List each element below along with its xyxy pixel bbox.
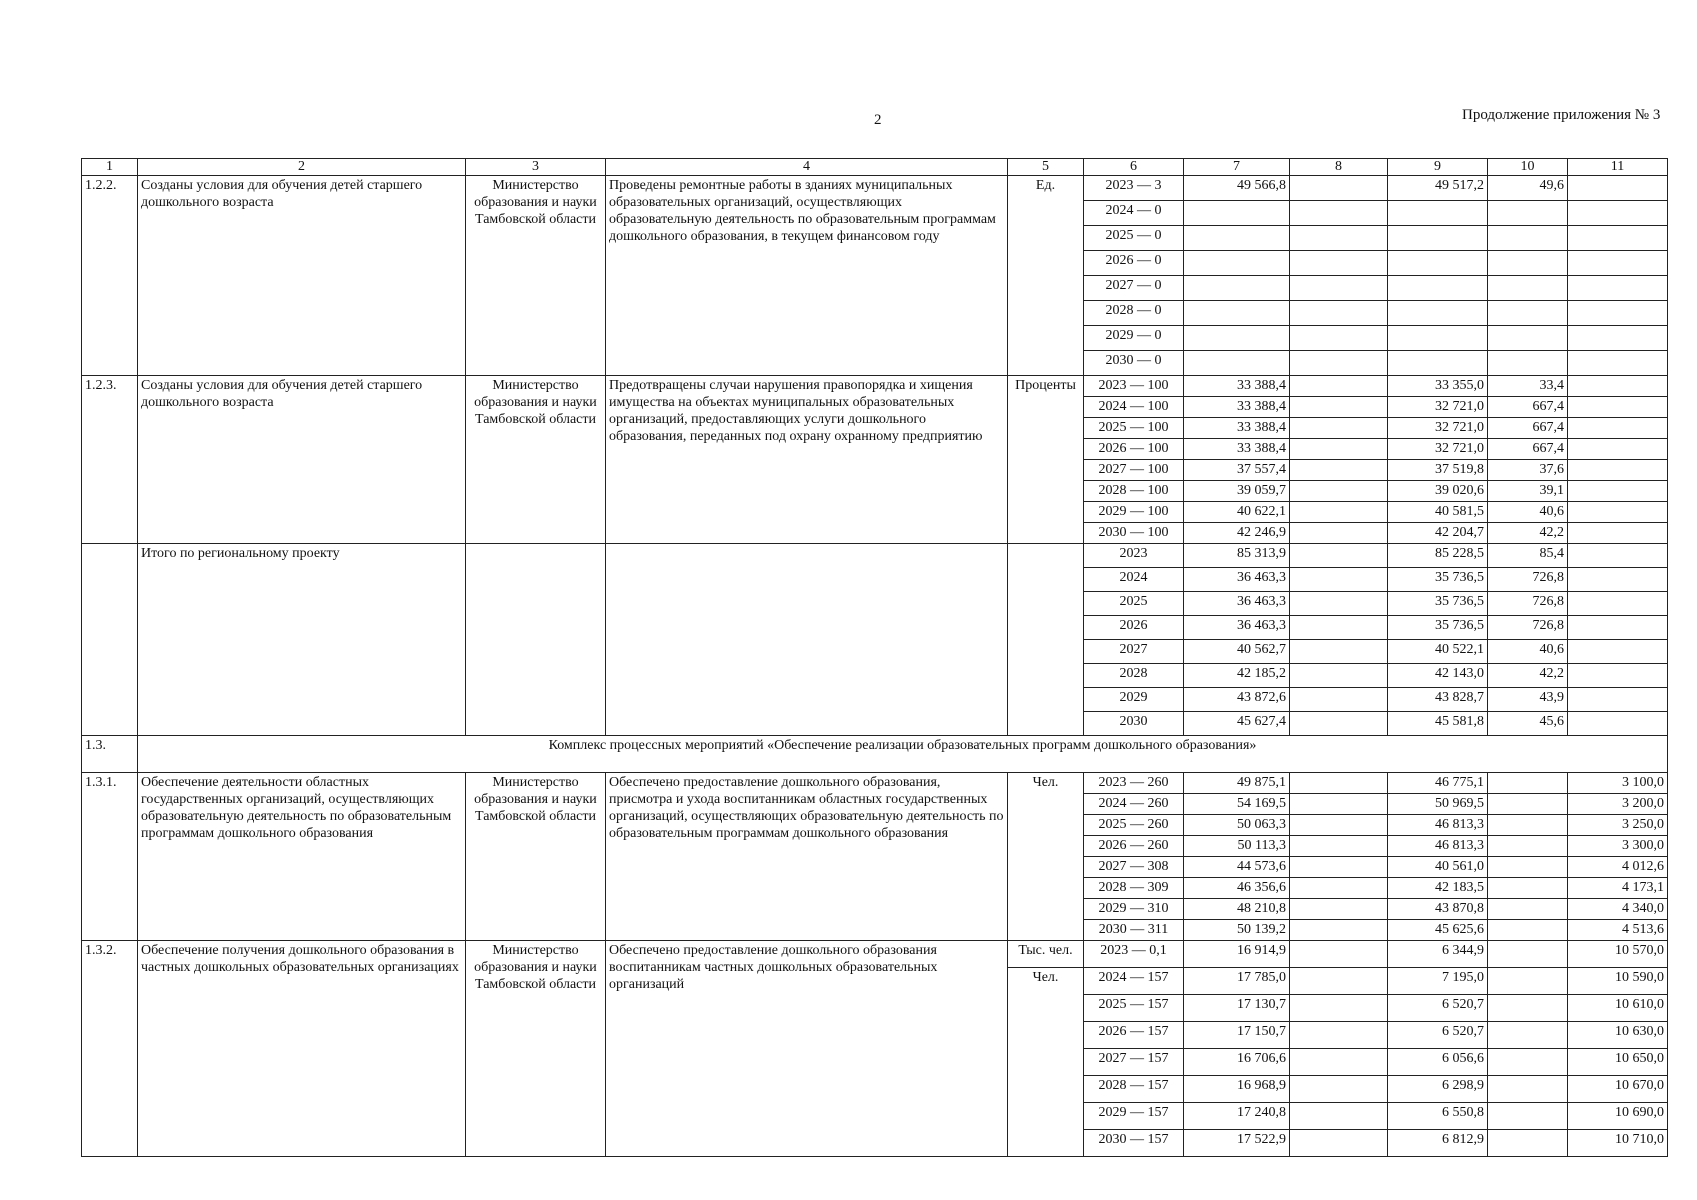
federal-funding-cell xyxy=(1290,276,1388,301)
table-row xyxy=(82,176,1668,201)
other-funding-cell: 10 610,0 xyxy=(1568,995,1668,1022)
regional-funding-cell: 7 195,0 xyxy=(1388,968,1488,995)
total-funding-cell: 49 875,1 xyxy=(1184,773,1290,794)
total-funding-cell: 49 566,8 xyxy=(1184,176,1290,201)
year-target-cell: 2028 xyxy=(1084,664,1184,688)
federal-funding-cell xyxy=(1290,502,1388,523)
other-funding-cell: 10 710,0 xyxy=(1568,1130,1668,1157)
total-funding-cell: 85 313,9 xyxy=(1184,544,1290,568)
column-header: 4 xyxy=(606,159,1008,176)
unit-of-measure: Чел. xyxy=(1008,773,1084,941)
result-description: Обеспечено предоставление дошкольного образования, присмотра и ухода воспитанникам областных государственных организаций, осуществляющих образовательную деятельность по образовательным программам дошкольного образования xyxy=(606,773,1008,941)
column-header: 5 xyxy=(1008,159,1084,176)
total-funding-cell: 16 706,6 xyxy=(1184,1049,1290,1076)
other-funding-cell xyxy=(1568,544,1668,568)
federal-funding-cell xyxy=(1290,857,1388,878)
year-target-cell: 2027 — 0 xyxy=(1084,276,1184,301)
other-funding-cell: 10 650,0 xyxy=(1568,1049,1668,1076)
block-regional-total xyxy=(82,544,1668,736)
local-funding-cell xyxy=(1488,276,1568,301)
federal-funding-cell xyxy=(1290,1103,1388,1130)
column-header: 8 xyxy=(1290,159,1388,176)
other-funding-cell: 3 100,0 xyxy=(1568,773,1668,794)
other-funding-cell xyxy=(1568,523,1668,544)
other-funding-cell xyxy=(1568,439,1668,460)
total-funding-cell: 16 968,9 xyxy=(1184,1076,1290,1103)
local-funding-cell xyxy=(1488,1130,1568,1157)
other-funding-cell: 10 690,0 xyxy=(1568,1103,1668,1130)
section-title: Комплекс процессных мероприятий «Обеспечение реализации образовательных программ дошкольного образования» xyxy=(138,736,1668,773)
year-target-cell: 2023 — 3 xyxy=(1084,176,1184,201)
regional-funding-cell: 32 721,0 xyxy=(1388,439,1488,460)
regional-funding-cell: 85 228,5 xyxy=(1388,544,1488,568)
column-header: 2 xyxy=(138,159,466,176)
federal-funding-cell xyxy=(1290,301,1388,326)
local-funding-cell: 726,8 xyxy=(1488,568,1568,592)
total-funding-cell: 50 113,3 xyxy=(1184,836,1290,857)
federal-funding-cell xyxy=(1290,899,1388,920)
section-row-1-3 xyxy=(82,736,1668,773)
regional-funding-cell: 6 344,9 xyxy=(1388,941,1488,968)
local-funding-cell xyxy=(1488,351,1568,376)
year-target-cell: 2023 — 100 xyxy=(1084,376,1184,397)
local-funding-cell: 39,1 xyxy=(1488,481,1568,502)
other-funding-cell: 10 570,0 xyxy=(1568,941,1668,968)
federal-funding-cell xyxy=(1290,523,1388,544)
federal-funding-cell xyxy=(1290,968,1388,995)
local-funding-cell: 85,4 xyxy=(1488,544,1568,568)
federal-funding-cell xyxy=(1290,326,1388,351)
regional-funding-cell xyxy=(1388,251,1488,276)
local-funding-cell xyxy=(1488,1049,1568,1076)
year-target-cell: 2029 — 100 xyxy=(1084,502,1184,523)
total-funding-cell: 42 185,2 xyxy=(1184,664,1290,688)
regional-funding-cell: 33 355,0 xyxy=(1388,376,1488,397)
item-name: Итого по региональному проекту xyxy=(138,544,466,736)
regional-funding-cell: 32 721,0 xyxy=(1388,418,1488,439)
federal-funding-cell xyxy=(1290,1049,1388,1076)
other-funding-cell: 3 250,0 xyxy=(1568,815,1668,836)
regional-funding-cell: 40 522,1 xyxy=(1388,640,1488,664)
item-name: Обеспечение деятельности областных государственных организаций, осуществляющих образовательную деятельность по образовательным программам дошкольного образования xyxy=(138,773,466,941)
regional-funding-cell: 45 625,6 xyxy=(1388,920,1488,941)
year-target-cell: 2025 — 157 xyxy=(1084,995,1184,1022)
total-funding-cell xyxy=(1184,201,1290,226)
year-target-cell: 2026 — 100 xyxy=(1084,439,1184,460)
block-1-3-1 xyxy=(82,773,1668,941)
column-header: 6 xyxy=(1084,159,1184,176)
federal-funding-cell xyxy=(1290,568,1388,592)
page-number: 2 xyxy=(874,112,882,128)
year-target-cell: 2024 xyxy=(1084,568,1184,592)
item-code xyxy=(82,544,138,736)
regional-funding-cell: 42 183,5 xyxy=(1388,878,1488,899)
local-funding-cell xyxy=(1488,815,1568,836)
total-funding-cell xyxy=(1184,351,1290,376)
total-funding-cell xyxy=(1184,276,1290,301)
local-funding-cell: 43,9 xyxy=(1488,688,1568,712)
responsible-org-empty xyxy=(466,544,606,736)
federal-funding-cell xyxy=(1290,226,1388,251)
regional-funding-cell: 43 870,8 xyxy=(1388,899,1488,920)
result-description: Проведены ремонтные работы в зданиях муниципальных образовательных организаций, осуществляющих образовательную деятельность по образовательным программам дошкольного образования, в текущем финансовом году xyxy=(606,176,1008,376)
year-target-cell: 2025 — 100 xyxy=(1084,418,1184,439)
column-header: 3 xyxy=(466,159,606,176)
local-funding-cell: 45,6 xyxy=(1488,712,1568,736)
item-code: 1.2.3. xyxy=(82,376,138,544)
total-funding-cell: 45 627,4 xyxy=(1184,712,1290,736)
column-header: 1 xyxy=(82,159,138,176)
year-target-cell: 2027 xyxy=(1084,640,1184,664)
year-target-cell: 2029 — 0 xyxy=(1084,326,1184,351)
total-funding-cell: 43 872,6 xyxy=(1184,688,1290,712)
item-name: Созданы условия для обучения детей старшего дошкольного возраста xyxy=(138,176,466,376)
federal-funding-cell xyxy=(1290,1130,1388,1157)
year-target-cell: 2024 — 157 xyxy=(1084,968,1184,995)
regional-funding-cell: 45 581,8 xyxy=(1388,712,1488,736)
local-funding-cell xyxy=(1488,857,1568,878)
federal-funding-cell xyxy=(1290,481,1388,502)
other-funding-cell: 4 012,6 xyxy=(1568,857,1668,878)
other-funding-cell xyxy=(1568,640,1668,664)
year-target-cell: 2025 — 0 xyxy=(1084,226,1184,251)
local-funding-cell xyxy=(1488,1022,1568,1049)
federal-funding-cell xyxy=(1290,664,1388,688)
local-funding-cell: 42,2 xyxy=(1488,523,1568,544)
unit-of-measure: Тыс. чел. xyxy=(1008,941,1084,968)
regional-funding-cell: 39 020,6 xyxy=(1388,481,1488,502)
other-funding-cell: 10 670,0 xyxy=(1568,1076,1668,1103)
federal-funding-cell xyxy=(1290,688,1388,712)
result-empty xyxy=(606,544,1008,736)
total-funding-cell: 17 522,9 xyxy=(1184,1130,1290,1157)
column-header: 10 xyxy=(1488,159,1568,176)
federal-funding-cell xyxy=(1290,544,1388,568)
local-funding-cell xyxy=(1488,301,1568,326)
total-funding-cell xyxy=(1184,326,1290,351)
responsible-org: Министерство образования и науки Тамбовской области xyxy=(466,376,606,544)
table-row xyxy=(82,544,1668,568)
total-funding-cell: 54 169,5 xyxy=(1184,794,1290,815)
regional-funding-cell: 35 736,5 xyxy=(1388,568,1488,592)
local-funding-cell xyxy=(1488,794,1568,815)
regional-funding-cell xyxy=(1388,301,1488,326)
year-target-cell: 2028 — 100 xyxy=(1084,481,1184,502)
total-funding-cell: 36 463,3 xyxy=(1184,568,1290,592)
local-funding-cell xyxy=(1488,773,1568,794)
total-funding-cell: 17 240,8 xyxy=(1184,1103,1290,1130)
other-funding-cell xyxy=(1568,592,1668,616)
local-funding-cell: 667,4 xyxy=(1488,397,1568,418)
federal-funding-cell xyxy=(1290,439,1388,460)
local-funding-cell: 42,2 xyxy=(1488,664,1568,688)
federal-funding-cell xyxy=(1290,794,1388,815)
total-funding-cell: 48 210,8 xyxy=(1184,899,1290,920)
regional-funding-cell: 37 519,8 xyxy=(1388,460,1488,481)
federal-funding-cell xyxy=(1290,773,1388,794)
total-funding-cell: 33 388,4 xyxy=(1184,397,1290,418)
year-target-cell: 2026 — 157 xyxy=(1084,1022,1184,1049)
year-target-cell: 2030 — 0 xyxy=(1084,351,1184,376)
regional-funding-cell: 46 813,3 xyxy=(1388,815,1488,836)
year-target-cell: 2028 — 309 xyxy=(1084,878,1184,899)
federal-funding-cell xyxy=(1290,201,1388,226)
other-funding-cell xyxy=(1568,502,1668,523)
year-target-cell: 2030 xyxy=(1084,712,1184,736)
other-funding-cell xyxy=(1568,460,1668,481)
total-funding-cell: 37 557,4 xyxy=(1184,460,1290,481)
regional-funding-cell: 6 812,9 xyxy=(1388,1130,1488,1157)
block-1-2-3 xyxy=(82,376,1668,544)
other-funding-cell: 4 173,1 xyxy=(1568,878,1668,899)
other-funding-cell xyxy=(1568,176,1668,201)
regional-funding-cell: 50 969,5 xyxy=(1388,794,1488,815)
block-1-2-2 xyxy=(82,176,1668,376)
other-funding-cell: 4 340,0 xyxy=(1568,899,1668,920)
regional-funding-cell: 35 736,5 xyxy=(1388,616,1488,640)
appendix-continuation-note: Продолжение приложения № 3 xyxy=(1462,107,1661,123)
local-funding-cell: 40,6 xyxy=(1488,640,1568,664)
other-funding-cell xyxy=(1568,688,1668,712)
year-target-cell: 2025 — 260 xyxy=(1084,815,1184,836)
block-1-3-2 xyxy=(82,941,1668,1157)
local-funding-cell: 49,6 xyxy=(1488,176,1568,201)
local-funding-cell: 667,4 xyxy=(1488,418,1568,439)
other-funding-cell xyxy=(1568,251,1668,276)
total-funding-cell: 33 388,4 xyxy=(1184,376,1290,397)
other-funding-cell xyxy=(1568,664,1668,688)
year-target-cell: 2026 — 260 xyxy=(1084,836,1184,857)
local-funding-cell: 33,4 xyxy=(1488,376,1568,397)
federal-funding-cell xyxy=(1290,251,1388,276)
local-funding-cell: 726,8 xyxy=(1488,592,1568,616)
local-funding-cell xyxy=(1488,899,1568,920)
regional-funding-cell: 6 520,7 xyxy=(1388,995,1488,1022)
column-number-header xyxy=(82,159,1668,176)
regional-funding-cell: 46 813,3 xyxy=(1388,836,1488,857)
federal-funding-cell xyxy=(1290,1076,1388,1103)
regional-funding-cell: 32 721,0 xyxy=(1388,397,1488,418)
total-funding-cell: 46 356,6 xyxy=(1184,878,1290,899)
local-funding-cell xyxy=(1488,920,1568,941)
year-target-cell: 2028 — 0 xyxy=(1084,301,1184,326)
local-funding-cell: 37,6 xyxy=(1488,460,1568,481)
local-funding-cell xyxy=(1488,968,1568,995)
year-target-cell: 2024 — 100 xyxy=(1084,397,1184,418)
other-funding-cell xyxy=(1568,301,1668,326)
total-funding-cell: 40 622,1 xyxy=(1184,502,1290,523)
federal-funding-cell xyxy=(1290,176,1388,201)
year-target-cell: 2030 — 100 xyxy=(1084,523,1184,544)
local-funding-cell xyxy=(1488,326,1568,351)
federal-funding-cell xyxy=(1290,376,1388,397)
year-target-cell: 2028 — 157 xyxy=(1084,1076,1184,1103)
total-funding-cell: 36 463,3 xyxy=(1184,592,1290,616)
year-target-cell: 2030 — 157 xyxy=(1084,1130,1184,1157)
total-funding-cell: 17 130,7 xyxy=(1184,995,1290,1022)
unit-empty xyxy=(1008,544,1084,736)
unit-of-measure: Чел. xyxy=(1008,968,1084,1157)
other-funding-cell xyxy=(1568,616,1668,640)
regional-funding-cell: 42 143,0 xyxy=(1388,664,1488,688)
regional-funding-cell: 6 550,8 xyxy=(1388,1103,1488,1130)
federal-funding-cell xyxy=(1290,397,1388,418)
year-target-cell: 2025 xyxy=(1084,592,1184,616)
federal-funding-cell xyxy=(1290,616,1388,640)
other-funding-cell xyxy=(1568,326,1668,351)
federal-funding-cell xyxy=(1290,351,1388,376)
total-funding-cell: 44 573,6 xyxy=(1184,857,1290,878)
federal-funding-cell xyxy=(1290,592,1388,616)
regional-funding-cell: 43 828,7 xyxy=(1388,688,1488,712)
year-target-cell: 2024 — 260 xyxy=(1084,794,1184,815)
local-funding-cell xyxy=(1488,1103,1568,1130)
total-funding-cell xyxy=(1184,251,1290,276)
local-funding-cell xyxy=(1488,995,1568,1022)
other-funding-cell xyxy=(1568,568,1668,592)
total-funding-cell: 17 785,0 xyxy=(1184,968,1290,995)
table-row xyxy=(82,773,1668,794)
other-funding-cell xyxy=(1568,276,1668,301)
federal-funding-cell xyxy=(1290,878,1388,899)
regional-funding-cell xyxy=(1388,326,1488,351)
responsible-org: Министерство образования и науки Тамбовской области xyxy=(466,941,606,1157)
local-funding-cell xyxy=(1488,226,1568,251)
item-name: Созданы условия для обучения детей старшего дошкольного возраста xyxy=(138,376,466,544)
other-funding-cell xyxy=(1568,418,1668,439)
regional-funding-cell: 40 561,0 xyxy=(1388,857,1488,878)
federal-funding-cell xyxy=(1290,640,1388,664)
federal-funding-cell xyxy=(1290,836,1388,857)
total-funding-cell: 17 150,7 xyxy=(1184,1022,1290,1049)
other-funding-cell: 10 630,0 xyxy=(1568,1022,1668,1049)
other-funding-cell xyxy=(1568,351,1668,376)
year-target-cell: 2030 — 311 xyxy=(1084,920,1184,941)
total-funding-cell: 50 063,3 xyxy=(1184,815,1290,836)
column-header: 7 xyxy=(1184,159,1290,176)
other-funding-cell xyxy=(1568,712,1668,736)
year-target-cell: 2027 — 100 xyxy=(1084,460,1184,481)
item-code: 1.3.2. xyxy=(82,941,138,1157)
section-code: 1.3. xyxy=(82,736,138,773)
regional-funding-cell: 42 204,7 xyxy=(1388,523,1488,544)
table-row xyxy=(82,376,1668,397)
total-funding-cell: 33 388,4 xyxy=(1184,418,1290,439)
column-header: 9 xyxy=(1388,159,1488,176)
year-target-cell: 2029 — 310 xyxy=(1084,899,1184,920)
item-code: 1.3.1. xyxy=(82,773,138,941)
other-funding-cell xyxy=(1568,226,1668,251)
other-funding-cell: 3 300,0 xyxy=(1568,836,1668,857)
local-funding-cell: 726,8 xyxy=(1488,616,1568,640)
year-target-cell: 2027 — 157 xyxy=(1084,1049,1184,1076)
regional-funding-cell: 35 736,5 xyxy=(1388,592,1488,616)
federal-funding-cell xyxy=(1290,712,1388,736)
federal-funding-cell xyxy=(1290,815,1388,836)
other-funding-cell xyxy=(1568,481,1668,502)
unit-of-measure: Ед. xyxy=(1008,176,1084,376)
total-funding-cell: 42 246,9 xyxy=(1184,523,1290,544)
item-name: Обеспечение получения дошкольного образования в частных дошкольных образовательных организациях xyxy=(138,941,466,1157)
year-target-cell: 2024 — 0 xyxy=(1084,201,1184,226)
local-funding-cell xyxy=(1488,251,1568,276)
other-funding-cell: 10 590,0 xyxy=(1568,968,1668,995)
appendix-table xyxy=(81,158,1668,1157)
local-funding-cell: 40,6 xyxy=(1488,502,1568,523)
regional-funding-cell xyxy=(1388,351,1488,376)
regional-funding-cell xyxy=(1388,201,1488,226)
year-target-cell: 2026 xyxy=(1084,616,1184,640)
total-funding-cell: 40 562,7 xyxy=(1184,640,1290,664)
responsible-org: Министерство образования и науки Тамбовской области xyxy=(466,176,606,376)
regional-funding-cell xyxy=(1388,226,1488,251)
total-funding-cell: 33 388,4 xyxy=(1184,439,1290,460)
other-funding-cell xyxy=(1568,201,1668,226)
year-target-cell: 2029 xyxy=(1084,688,1184,712)
table-row xyxy=(82,941,1668,968)
result-description: Обеспечено предоставление дошкольного образования воспитанникам частных дошкольных образовательных организаций xyxy=(606,941,1008,1157)
local-funding-cell xyxy=(1488,878,1568,899)
federal-funding-cell xyxy=(1290,418,1388,439)
total-funding-cell: 50 139,2 xyxy=(1184,920,1290,941)
federal-funding-cell xyxy=(1290,460,1388,481)
year-target-cell: 2029 — 157 xyxy=(1084,1103,1184,1130)
unit-of-measure: Проценты xyxy=(1008,376,1084,544)
regional-funding-cell: 49 517,2 xyxy=(1388,176,1488,201)
item-code: 1.2.2. xyxy=(82,176,138,376)
federal-funding-cell xyxy=(1290,1022,1388,1049)
other-funding-cell: 3 200,0 xyxy=(1568,794,1668,815)
local-funding-cell xyxy=(1488,1076,1568,1103)
regional-funding-cell: 46 775,1 xyxy=(1388,773,1488,794)
other-funding-cell: 4 513,6 xyxy=(1568,920,1668,941)
total-funding-cell: 16 914,9 xyxy=(1184,941,1290,968)
regional-funding-cell: 6 520,7 xyxy=(1388,1022,1488,1049)
regional-funding-cell xyxy=(1388,276,1488,301)
regional-funding-cell: 6 298,9 xyxy=(1388,1076,1488,1103)
year-target-cell: 2023 — 0,1 xyxy=(1084,941,1184,968)
regional-funding-cell: 40 581,5 xyxy=(1388,502,1488,523)
local-funding-cell: 667,4 xyxy=(1488,439,1568,460)
total-funding-cell xyxy=(1184,226,1290,251)
other-funding-cell xyxy=(1568,376,1668,397)
year-target-cell: 2026 — 0 xyxy=(1084,251,1184,276)
federal-funding-cell xyxy=(1290,941,1388,968)
other-funding-cell xyxy=(1568,397,1668,418)
regional-funding-cell: 6 056,6 xyxy=(1388,1049,1488,1076)
column-header: 11 xyxy=(1568,159,1668,176)
local-funding-cell xyxy=(1488,941,1568,968)
year-target-cell: 2023 — 260 xyxy=(1084,773,1184,794)
total-funding-cell: 36 463,3 xyxy=(1184,616,1290,640)
federal-funding-cell xyxy=(1290,920,1388,941)
year-target-cell: 2027 — 308 xyxy=(1084,857,1184,878)
responsible-org: Министерство образования и науки Тамбовской области xyxy=(466,773,606,941)
total-funding-cell: 39 059,7 xyxy=(1184,481,1290,502)
total-funding-cell xyxy=(1184,301,1290,326)
federal-funding-cell xyxy=(1290,995,1388,1022)
year-target-cell: 2023 xyxy=(1084,544,1184,568)
local-funding-cell xyxy=(1488,201,1568,226)
local-funding-cell xyxy=(1488,836,1568,857)
result-description: Предотвращены случаи нарушения правопорядка и хищения имущества на объектах муниципальных образовательных организаций, предоставляющих услуги дошкольного образования, переданных под охрану охранному предприятию xyxy=(606,376,1008,544)
